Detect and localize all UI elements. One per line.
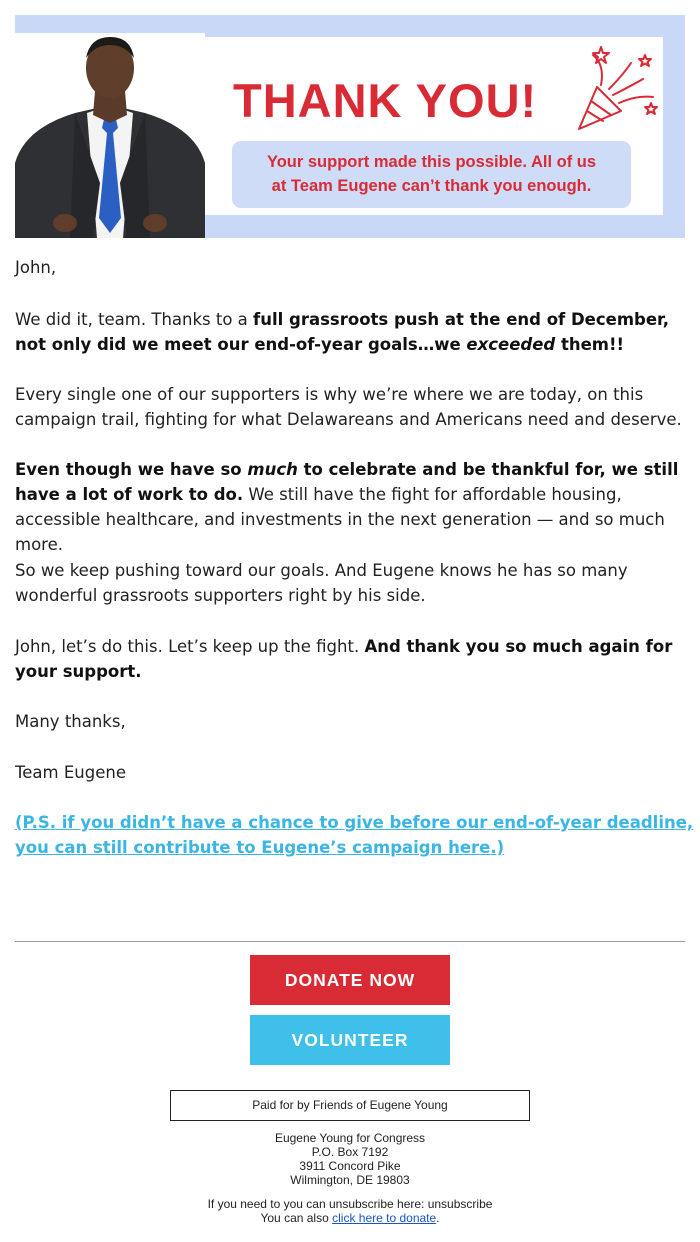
address-line: 3911 Concord Pike xyxy=(299,1159,401,1173)
paragraph-we-did-it xyxy=(15,307,695,357)
donate-footer-line xyxy=(0,1211,700,1225)
unsubscribe-text: If you need to you can unsubscribe here: unsubscribe xyxy=(207,1197,493,1211)
ps-contribute xyxy=(15,810,695,860)
paragraph-supporters: Every single one of our supporters is why we’re where we are today, on this campaign trail, fighting for what Delawareans and Americans need and deserve. xyxy=(15,385,682,429)
paid-for-disclaimer: Paid for by Friends of Eugene Young xyxy=(170,1090,530,1121)
support-message-line-1: Your support made this possible. All of us xyxy=(266,153,597,171)
mailing-address xyxy=(0,1131,700,1187)
signature: Team Eugene xyxy=(15,763,126,782)
unsubscribe-section xyxy=(0,1197,700,1225)
party-popper-icon xyxy=(571,45,663,137)
footer-divider xyxy=(15,941,685,942)
paragraph-work-to-do xyxy=(15,457,695,557)
text-span: John, let’s do this. Let’s keep up the fight. xyxy=(15,637,365,656)
donate-now-button[interactable]: DONATE NOW xyxy=(250,955,450,1005)
bold-span: Even though we have so xyxy=(15,460,248,479)
italic-span: much xyxy=(247,460,298,479)
greeting: John, xyxy=(15,258,57,277)
candidate-photo xyxy=(15,33,205,238)
text-span: We still have the fight for affordable housing, accessible healthcare, and investments in the next generation — and so much more. xyxy=(15,485,665,554)
signoff: Many thanks, xyxy=(15,712,126,731)
paragraph-keep-pushing: So we keep pushing toward our goals. And Eugene knows he has so many wonderful grassroots supporters right by his side. xyxy=(15,561,628,605)
text-span: You can also xyxy=(260,1211,333,1225)
ps-contribute-link[interactable]: (P.S. if you didn’t have a chance to give before our end-of-year deadline, you can still contribute to Eugene’s campaign here.) xyxy=(15,813,694,857)
bold-span: to celebrate and be thankful for, we still have a lot of work to do. xyxy=(15,460,679,504)
italic-span: exceeded xyxy=(466,335,556,354)
address-line: Wilmington, DE 19803 xyxy=(290,1173,410,1187)
header-banner xyxy=(15,15,685,238)
thank-you-headline: THANK YOU! xyxy=(233,74,538,127)
support-message-line-2: at Team Eugene can’t thank you enough. xyxy=(271,177,592,195)
bold-span: them!! xyxy=(555,335,625,354)
bold-span: And thank you so much again for your support. xyxy=(15,637,673,681)
text-span: . xyxy=(436,1211,440,1225)
volunteer-button[interactable]: VOLUNTEER xyxy=(250,1015,450,1065)
bold-span: full grassroots push at the end of December, not only did we meet our end-of-year goals…we xyxy=(15,310,669,354)
footer-donate-link[interactable]: click here to donate xyxy=(332,1211,437,1225)
support-message-box xyxy=(232,141,631,208)
address-line: P.O. Box 7192 xyxy=(311,1145,389,1159)
paragraph-lets-do-this xyxy=(15,634,695,684)
text-span: We did it, team. Thanks to a xyxy=(15,310,254,329)
address-line: Eugene Young for Congress xyxy=(274,1131,426,1145)
